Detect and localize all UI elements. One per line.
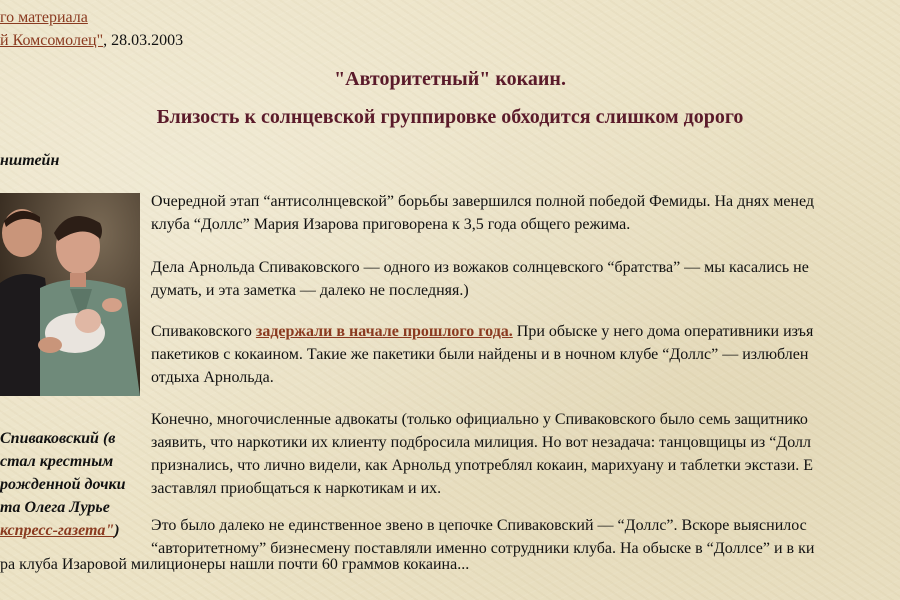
caption-line: та Олега Лурье: [0, 499, 110, 516]
caption-line: кспресс-газета"): [0, 522, 120, 539]
paragraph-2: Дела Арнольда Спиваковского — одного из вожаков солнцевского “братства” — мы касались не думать, и эта заметка — далеко не последняя.): [151, 259, 809, 299]
paragraph-3: Спиваковского задержали в начале прошлого года. При обыске у него дома оперативники изъя пакетиков с кокаином. Такие же пакетики были найдены и в ночном клубе “Доллс” — излюблен отдыха Арнольда.: [151, 323, 814, 386]
photo-two-men-with-baby-icon: [0, 193, 140, 396]
paragraph-4: Конечно, многочисленные адвокаты (только официально у Спиваковского было семь защитнико заявить, что наркотики их клиенту подбросила милиция. Но вот незадача: танцовщицы из “Долл признались, что лично видели, как Арнольд употреблял кокаин, марихуану и таблетки экстази. Е заставлял приобщаться к наркотикам и их.: [151, 411, 814, 497]
photo-caption: [0, 427, 125, 542]
caption-line: рожденной дочки: [0, 476, 126, 493]
caption-source-link[interactable]: кспресс-газета": [0, 522, 115, 539]
paragraph-5: Это было далеко не единственное звено в цепочке Спиваковский — “Доллс”. Вскоре выяснилос “авторитетному” бизнесмену поставляли именно сотрудники клуба. На обыске в “Доллсе” и в ки: [151, 517, 815, 557]
source-date: , 28.03.2003: [103, 32, 184, 49]
caption-line: стал крестным: [0, 453, 114, 470]
article-headline: "Авторитетный" кокаин.: [334, 68, 566, 90]
arrest-article-link[interactable]: задержали в начале прошлого года.: [255, 323, 513, 340]
paragraph-1: Очередной этап “антисолнцевской” борьбы завершился полной победой Фемиды. На днях менед клуба “Доллс” Мария Изарова приговорена к 3,5 года общего режима.: [151, 193, 815, 233]
article-author: нштейн: [0, 152, 60, 169]
source-line-2: [0, 30, 183, 52]
source-line-1: [0, 7, 88, 29]
article-photo: [0, 193, 140, 396]
paragraph-5-last-line: ра клуба Изаровой милиционеры нашли почти 60 граммов кокаина...: [0, 556, 470, 573]
caption-line: Спиваковский (в: [0, 430, 116, 447]
source-newspaper-link[interactable]: й Комсомолец": [0, 32, 104, 49]
source-material-link[interactable]: го материала: [0, 9, 88, 26]
article-subheadline: Близость к солнцевской группировке обходится слишком дорого: [156, 106, 744, 128]
